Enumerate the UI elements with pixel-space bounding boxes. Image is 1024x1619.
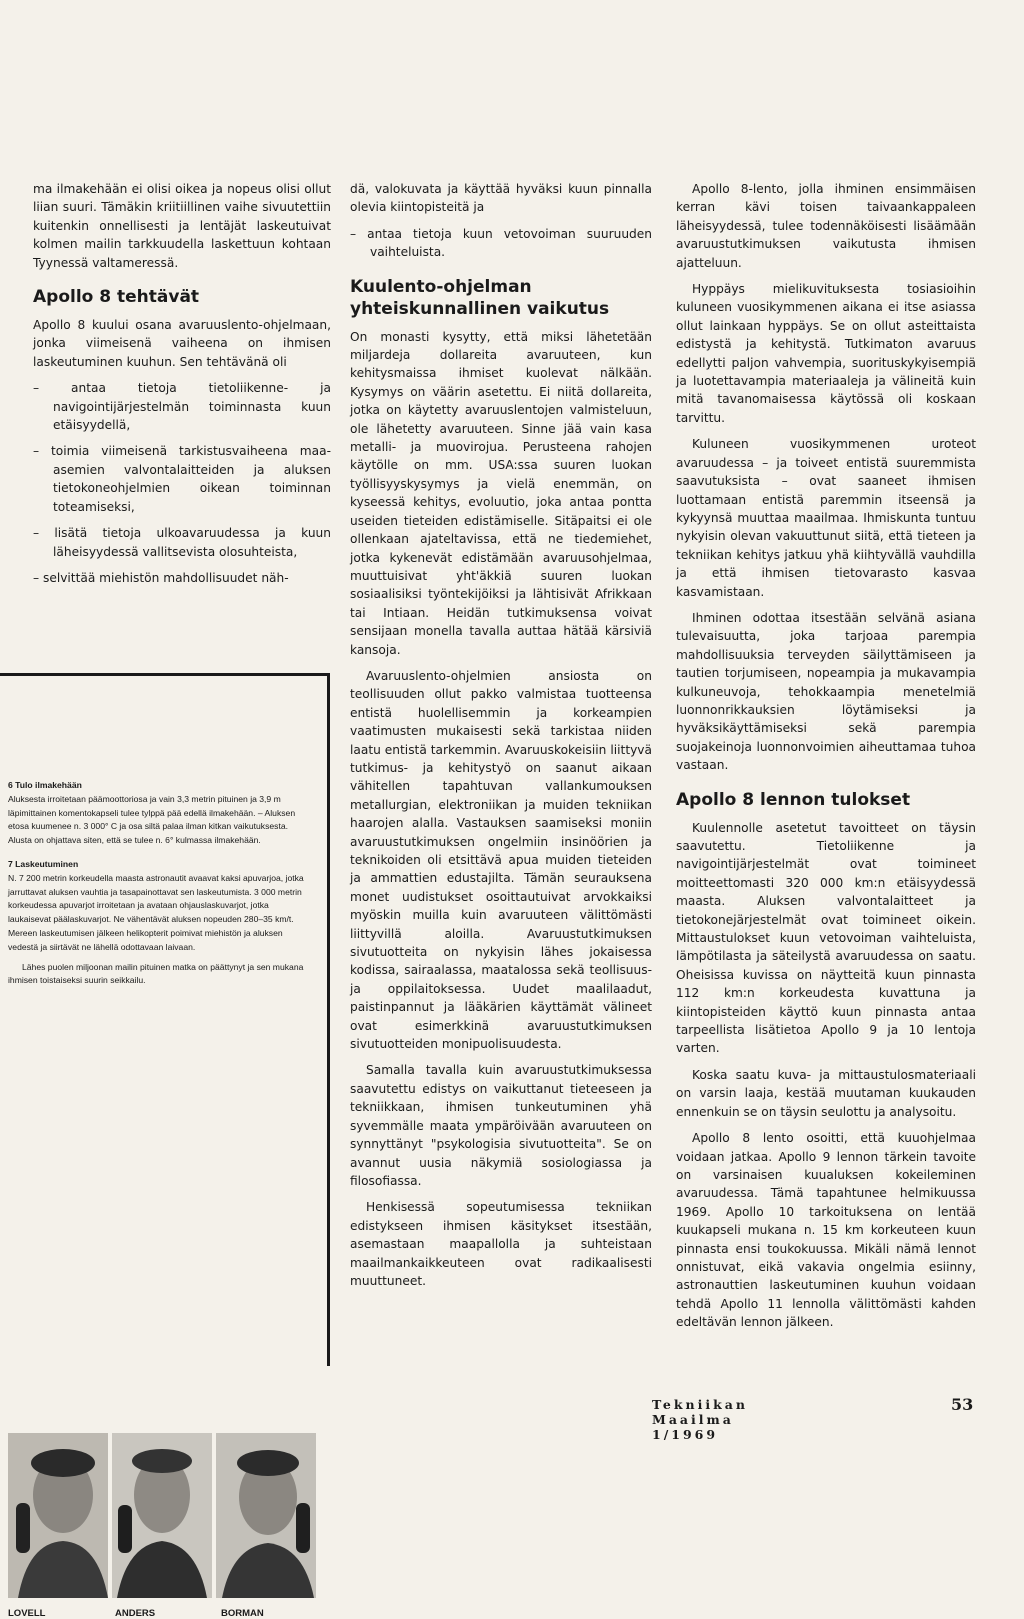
caption-paragraph: N. 7 200 metrin korkeudella maasta astronautit avaavat kaksi apuvarjoa, jotka jarruttavat aluksen vauhtia ja tasapainottavat sen laskeutumista. 3 000 metrin korkeudessa apuvarjot irroitetaan ja avataan ohjauslaskuvarjot, jotka laukaisevat päälaskuvarjot. Ne vähentävät aluksen nopeuden 280–35 km/t. Mereen laskeutumisen jälkeen helikopterit poimivat miehistön ja aluksen vedestä ja siirtävät ne lähellä odottavaan laivaan. [8,872,304,952]
bullet-item: – antaa tietoja kuun vetovoiman suuruuden vaihteluista. [350,226,652,260]
paragraph: Kuluneen vuosikymmenen uroteot avaruudessa – ja toiveet entistä suuremmista saavutuksista – ovat saaneet ihmisen luottamaan entistä paremmin itseensä ja kykyynsä muuttaa maailmaa. Ihmiskunta tuntuu nykyisin olevan vakuuttunut siitä, että tieteen ja tekniikan kehitys jatkuu yhä kiihtyvällä vauhdilla ja että ihmisen tietovarasto kasvaa kasvamistaan. [676,437,976,599]
paragraph: Avaruuslento-ohjelmien ansiosta on teollisuuden ollut pakko valmistaa tuotteensa entistä huolellisemmin ja korkeampien vaatimusten mukaisesti sekä tarkistaa niiden laatu entistä tarkemmin. Avaruuskokeisiin liittyvä tutkimus- ja kehitystyö on saanut aikaan vähitellen tapahtuvan vallankumouksen metallurgian, elektroniikan ja muiden tekniikan haarojen alalla. Vastauksen saamiseksi moniin avaruustutkimuksen ongelmiin insinöörien ja teknikoiden oli etsittävä apua muiden tieteiden ja ammattien edustajilta. Tämän seurauksena monet uudistukset osoittautuivat arvokkaiksi myöskin muilla kuin avaruuteen välittömästi liittyvillä aloilla. Avaruustutkimuksen sivutuotteita on nykyisin lähes jokaisessa kodissa, sairaalassa, maatalossa sekä teollisuus- ja oppilaitoksessa. Uudet maalilaadut, paistinpannut ja lääkärien käyttämät välineet ovat esimerkkinä avaruustutkimuksen sivutuotteiden monipuolisuudesta. [350,668,652,1052]
paragraph: Ihminen odottaa itsestään selvänä asiana tulevaisuutta, joka tarjoaa parempia mahdollisuuksia terveyden säilyttämiseen ja tautien torjumiseen, nopeampia ja mukavampia kulkuneuvoja, tehokkaampia menetelmiä luonnonrikkauksien löytämiseksi ja hyväksikäyttämiseksi sekä parempia suojakeinoja luonnonvoimien aiheuttamaa tuhoa vastaan. [676,610,976,773]
column-right [676,180,976,1340]
column-middle [350,180,652,1298]
column-left [33,180,331,595]
caption-paragraph: Lähes puolen miljoonan mailin pituinen matka on päättynyt ja sen mukana ihmisen toistaiseksi suurin seikkailu. [8,961,304,986]
paragraph: dä, valokuvata ja käyttää hyväksi kuun pinnalla olevia kiintopisteitä ja [350,182,652,215]
page-number: 53 [951,1395,974,1414]
paragraph: Koska saatu kuva- ja mittaustulosmateriaali on varsin laaja, kestää muutaman kuukauden ennenkuin se on täysin seulottu ja analysoitu. [676,1067,976,1119]
bullet-item: – antaa tietoja tietoliikenne- ja navigointijärjestelmän toiminnasta kuun etäisyydellä, [33,381,331,433]
paragraph: Apollo 8 lento osoitti, että kuuohjelmaa voidaan jatkaa. Apollo 9 lennon tärkein tavoite on varsinaisen kuualuksen kokeileminen avaruudessa. Tämä tapahtunee helmikuussa 1969. Apollo 10 tarkoituksena on lentää kuukapseli mukana n. 15 km korkeuteen kuun pinnasta ensi toukokuussa. Mikäli nämä lennot onnistuvat, eikä vakavia ongelmia esiinny, astronauttien laskeutuminen kuuhun voidaan tehdä Apollo 11 lennolla välittömästi kahden edeltävän lennon jälkeen. [676,1131,976,1330]
astronaut-photo-borman [216,1433,316,1598]
magazine-issue: Tekniikan Maailma 1/1969 [652,1397,748,1442]
paragraph: Kuulennolle asetetut tavoitteet on täysin saavutettu. Tietoliikenne ja navigointijärjestelmät ovat toimineet moitteettomasti 320 000 km:n etäisyydessä maasta. Aluksen valvontalaitteet ja tietokonejärjestelmät ovat toimineet oikein. Mittaustulokset kuun vetovoiman vaihteluista, lämpötilasta ja säteilystä avaruudessa on saatu. Oheisissa kuvissa on näytteitä kuun pinnasta 112 km:n korkeudesta kuvattuna ja kiintopisteiden käyttö kuun pinnasta antaa tarpeellista lisätietoa Apollo 9 ja 10 lentoja varten. [676,820,976,1056]
paragraph: ma ilmakehään ei olisi oikea ja nopeus olisi ollut liian suuri. Tämäkin kriitiillinen vaihe sivuutettiin kuitenkin onnellisesti ja lentäjät laskeutuivat kolmen mailin tarkkuudella laskettuun kohtaan Tyynessä valtameressä. [33,182,331,270]
paragraph: Samalla tavalla kuin avaruustutkimuksessa saavutettu edistys on vaikuttanut tieteeseen ja tekniikkaan, ihmisen tunkeutuminen yhä syvemmälle maata ympäröivään avaruuteen on synnyttänyt "psykologisia sivutuotteita". Se on avannut uusia näkymiä sosiologiassa ja filosofiassa. [350,1063,652,1188]
paragraph: Apollo 8-lento, jolla ihminen ensimmäisen kerran kävi toisen taivaankappaleen läheisyydessä, tulee todennäköisesti lisäämään avaruustutkimuksen vaikutusta ihmisen ajatteluun. [676,182,976,270]
paragraph: On monasti kysytty, että miksi lähetetään miljardeja dollareita avaruuteen, kun kehitysmaissa ihmiset kuolevat nälkään. Kysymys on väärin asetettu. Ei niitä dollareita, jotka on käytetty avaruuslentojen valmisteluun, ole lähetetty avaruuteen. Sinne jää vain kasa metalli- ja muovirojua. Perusteena rahojen käytölle on mm. USA:ssa suuren luokan työllisyyskysymys ja vielä enemmän, on kyseessä kehitys, evoluutio, joka antaa pontta useiden tieteiden edistämiselle. Sitäpaitsi ei ole ollenkaan ajateltavissa, että ne tiedemiehet, jotka kykenevät edistämään avaruusohjelmaa, muuttuisivat yht'äkkiä suuren luokan sosiaalisiksi työntekijöiksi ja lähtisivät Afrikkaan tai Intiaan. Heidän tutkimuksensa voivat sensijaan monella tavalla auttaa hätää kärsiviä kansoja. [350,329,652,657]
astronaut-photo-lovell [8,1433,108,1598]
paragraph: Hyppäys mielikuvituksesta tosiasioihin kuluneen vuosikymmenen aikana ei itse asiassa ollut lainkaan hyppäys. Se on ollut asteittaista edistystä ja kehitystä. Tutkimaton avaruus edellytti paljon vahvempia, suorituskykyisempiä ja luotettavampia materiaaleja ja välineitä kuin mitä tavanomaisessa käytössä oli koskaan tarvittu. [676,282,976,425]
paragraph: Apollo 8 kuului osana avaruuslento-ohjelmaan, jonka viimeisenä vaiheena on ihmisen laskeutuminen kuuhun. Sen tehtävänä oli [33,318,331,369]
caption-heading: 7 Laskeutuminen [8,858,79,869]
bullet-item: – selvittää miehistön mahdollisuudet näh- [33,570,289,585]
photo-label-lovell: LOVELL [8,1608,46,1619]
section-heading: Kuulento-ohjelman yhteiskunnallinen vaikutus [350,276,610,319]
section-heading: Apollo 8 lennon tulokset [676,789,911,810]
section-heading: Apollo 8 tehtävät [33,287,200,308]
astronaut-photo-anders [112,1433,212,1598]
bullet-item: – lisätä tietoja ulkoavaruudessa ja kuun läheisyydessä vallitsevista olosuhteista, [33,526,331,559]
caption-paragraph: Aluksesta irroitetaan päämoottoriosa ja vain 3,3 metrin pituinen ja 3,9 m läpimittainen komentokapseli tulee tylppä pää edellä ilmakehään. – Aluksen etosa kuumenee n. 3 000° C ja osa siltä palaa ilman kitkan vaikutuksesta. Alusta on ohjattava siten, että se tulee n. 6° kulmassa ilmakehään. [8,793,296,846]
caption-text [8,769,308,994]
photo-label-anders: ANDERS [115,1608,156,1619]
caption-box [0,673,330,1619]
paragraph: Henkisessä sopeutumisessa tekniikan edistykseen ihmisen käsitykset itsestään, asemastaan maapallolla ja suhteistaan maailmankaikkeuteen ovat radikaalisesti muuttuneet. [350,1200,652,1288]
bullet-item: – toimia viimeisenä tarkistusvaiheena maa-asemien valvontalaitteiden ja aluksen tietokoneohjelmien oikean toiminnan toteamiseksi, [33,444,331,514]
astronaut-photos [8,1433,318,1598]
caption-heading: 6 Tulo ilmakehään [8,780,82,790]
photo-label-borman: BORMAN [221,1608,264,1619]
